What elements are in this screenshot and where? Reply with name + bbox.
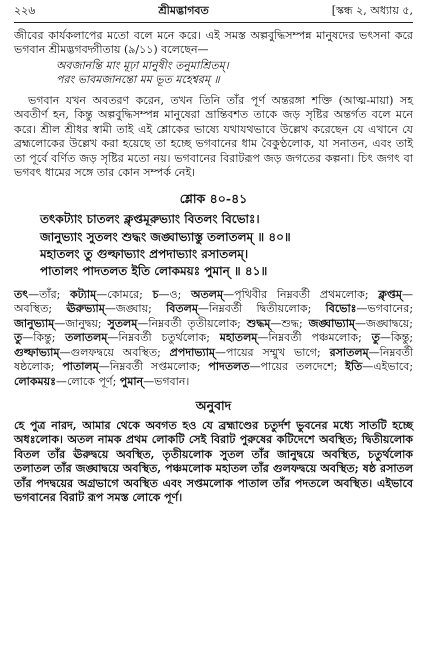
- synonym-item: পাদতলত—পায়ের তলদেশে: [208, 360, 334, 374]
- synonym-item: তৎ—তাঁর: [14, 287, 57, 301]
- synonym-item: কট্যাম্—কোমরে: [70, 287, 140, 301]
- synonym-meaning: জঙ্ঘাদ্বয়ে: [366, 316, 410, 330]
- synonym-word: জানুভ্যাম্: [14, 316, 55, 330]
- synonym-word: পুমান্: [119, 374, 144, 388]
- synonym-word: তু: [371, 331, 380, 345]
- translation-text: হে পুত্র নারদ, আমার থেকে অবগত হও যে ব্রহ্মাণ্ডের চতুর্দশ ভুবনের মধ্যে সাতটি হচ্ছে অধঃলোক। অতল নামক প্রথম লোকটি সেই বিরাট পুরুষের কটিদেশে অবস্থিত; দ্বিতীয়লোক বিতল তাঁর ঊরুদ্বয়ে অবস্থিত, তৃতীয়লোক সুতল তাঁর জানুদ্বয়ে অবস্থিত, চতুর্থলোক তলাতল তাঁর জঙ্ঘাদ্বয়ে অবস্থিত, পঞ্চমলোক মহাতল তাঁর গুলফদ্বয়ে অবস্থিত; ষষ্ঠ রসাতল তাঁর পদদ্বয়ের অগ্রভাগে অবস্থিত এবং সপ্তমলোক পাতাল তাঁর পদতলে অবস্থিত। এইভাবে ভগবানের বিরাট রূপ সমস্ত লোকে পূর্ণ।: [14, 418, 413, 505]
- synonym-meaning: এইভাবে: [373, 360, 410, 374]
- verse-line-2: জানুভ্যাং সুতলং শুদ্ধং জঙ্ঘাভ্যাস্তু তলাতলম্ ॥ ৪০॥: [40, 229, 291, 244]
- synonyms-block: তৎ—তাঁর; কট্যাম্—কোমরে; চ—ও; অতলম্—পৃথিবীর নিম্নবর্তী প্রথমলোক; ক্লৃপ্তম্—অবস্থিত; ঊরুভ্যাম্—জঙ্ঘায়; বিতলম্—নিম্নবর্তী দ্বিতীয়লোক; বিভোঃ—ভগবানের; জানুভ্যাম্—জানুদ্বয়; সুতলম্—নিম্নবর্তী তৃতীয়লোক; শুদ্ধম্—শুদ্ধ; জঙ্ঘাভ্যাম্—জঙ্ঘাদ্বয়ে; তু—কিন্তু; তলাতলম্—নিম্নবর্তী চতুর্থলোক; মহাতলম্—নিম্নবর্তী পঞ্চমলোক; তু—কিন্তু; গুল্ফাভ্যাম্—গুলফদ্বয়ে অবস্থিত; প্রপদাভ্যাম্—পায়ের সম্মুখ ভাগে; রসাতলম্—নিম্নবর্তী ষষ্ঠলোক; পাতালম্—নিম্নবর্তী সপ্তমলোক; পাদতলত—পায়ের তলদেশে; ইতি—এইভাবে; লোকময়ঃ—লোকে পূর্ণ; পুমান্—ভগবান।: [14, 287, 414, 388]
- synonym-item: গুল্ফাভ্যাম্—গুলফদ্বয়ে অবস্থিত: [14, 345, 158, 359]
- synonym-item: শুদ্ধম্—শুদ্ধ: [246, 316, 299, 330]
- verse-heading: শ্লোক ৪০-৪১: [179, 190, 248, 206]
- synonym-meaning: নিম্নবর্তী তৃতীয়লোক: [148, 316, 238, 330]
- synonym-meaning: কিন্তু: [33, 331, 52, 345]
- synonym-word: লোকময়ঃ: [14, 374, 56, 388]
- synonym-item: চ—ও: [152, 287, 178, 301]
- synonym-word: পাতালম্: [62, 360, 99, 374]
- synonym-meaning: জঙ্ঘায়: [115, 302, 149, 316]
- synonym-item: জঙ্ঘাভ্যাম্—জঙ্ঘাদ্বয়ে: [308, 316, 410, 330]
- synonym-item: প্রপদাভ্যাম্—পায়ের সম্মুখ ভাগে: [169, 345, 318, 359]
- synonym-meaning: শুদ্ধ: [281, 316, 299, 330]
- synonym-word: তলাতলম্: [65, 331, 108, 345]
- synonym-item: তু—কিন্তু: [14, 331, 52, 345]
- purport-paragraph-2: ভগবান যখন অবতরণ করেন, তখন তিনি তাঁর পূর্ণ অন্তরঙ্গা শক্তি (আত্ম-মায়া) সহ অবতীর্ণ হন, কিন্তু অল্পবুদ্ধিসম্পন্ন মানুষেরা ভ্রান্তিবশত তাকে জড় সৃষ্টির অন্তর্গত বলে মনে করে। শ্রীল শ্রীধর স্বামী তাই এই শ্লোকের ভাষ্যে যথাযথভাবে উল্লেখ করেছেন যে এখানে যে ব্রহ্মলোকের উল্লেখ করা হয়েছে তা হচ্ছে ভগবানের ধাম বৈকুণ্ঠলোক, যা সনাতন, এবং তাই তা পূর্বে বর্ণিত জড় সৃষ্টির মতো নয়। ভগবানের বিরাটরূপ জড় জগতের কল্পনা। চিৎ জগৎ বা ভগবৎ ধামের সঙ্গে তার কোন সম্পর্ক নেই।: [14, 93, 413, 180]
- synonym-word: প্রপদাভ্যাম্: [169, 345, 215, 359]
- synonym-meaning: ভগবান।: [154, 374, 190, 388]
- synonym-word: ঊরুভ্যাম্: [66, 302, 105, 316]
- synonym-item: রসাতলম্—নিম্নবর্তী ষষ্ঠলোক: [14, 345, 413, 374]
- quote-line-2: পরং ভাবমজানন্তো মম ভূত মহেশ্বরম্ ॥: [56, 73, 220, 87]
- synonym-meaning: কোমরে: [107, 287, 140, 301]
- synonym-word: গুল্ফাভ্যাম্: [14, 345, 60, 359]
- synonym-item: জানুভ্যাম্—জানুদ্বয়: [14, 316, 98, 330]
- page-number: ২২৬: [14, 4, 36, 17]
- synonym-meaning: পৃথিবীর নিম্নবর্তী প্রথমলোক: [234, 287, 365, 301]
- synonym-item: মহাতলম্—নিম্নবর্তী পঞ্চমলোক: [219, 331, 359, 345]
- synonym-meaning: পায়ের তলদেশে: [260, 360, 334, 374]
- synonym-item: ঊরুভ্যাম্—জঙ্ঘায়: [66, 302, 149, 316]
- synonym-item: তলাতলম্—নিম্নবর্তী চতুর্থলোক: [65, 331, 207, 345]
- page-header: [14, 4, 413, 23]
- canto-chapter: [স্কন্ধ ২, অধ্যায় ৫,: [331, 4, 413, 17]
- synonym-word: তু: [14, 331, 23, 345]
- synonym-word: রসাতলম্: [329, 345, 369, 359]
- book-title: শ্রীমদ্ভাগবত: [158, 4, 209, 17]
- synonym-word: অতলম্: [191, 287, 224, 301]
- synonym-meaning: নিম্নবর্তী চতুর্থলোক: [118, 331, 207, 345]
- verse-line-1: তৎকট্যাং চাতলং ক্লৃপ্তমূরুভ্যাং বিতলং বিভোঃ।: [40, 212, 260, 227]
- synonym-item: অতলম্—পৃথিবীর নিম্নবর্তী প্রথমলোক: [191, 287, 365, 301]
- synonym-item: বিভোঃ—ভগবানের: [325, 302, 410, 316]
- synonym-item: পাতালম্—নিম্নবর্তী সপ্তমলোক: [62, 360, 197, 374]
- synonym-word: বিতলম্: [166, 302, 198, 316]
- synonym-meaning: জানুদ্বয়: [65, 316, 98, 330]
- synonym-meaning: তাঁর: [39, 287, 57, 301]
- synonym-word: চ: [152, 287, 159, 301]
- synonym-item: সুতলম্—নিম্নবর্তী তৃতীয়লোক: [107, 316, 238, 330]
- synonym-word: তৎ: [14, 287, 29, 301]
- synonym-meaning: নিম্নবর্তী দ্বিতীয়লোক: [208, 302, 308, 316]
- synonym-meaning: লোকে পূর্ণ: [67, 374, 113, 388]
- synonym-meaning: কিন্তু: [390, 331, 410, 345]
- synonym-meaning: ও: [169, 287, 178, 301]
- synonym-meaning: নিম্নবর্তী সপ্তমলোক: [109, 360, 197, 374]
- synonym-word: ইতি: [345, 360, 363, 374]
- synonym-meaning: নিম্নবর্তী পঞ্চমলোক: [268, 331, 359, 345]
- verse-line-4: পাতালং পাদতলত ইতি লোকময়ঃ পুমান্ ॥ ৪১॥: [40, 264, 268, 279]
- synonym-word: বিভোঃ: [325, 302, 357, 316]
- synonym-item: তু—কিন্তু: [371, 331, 410, 345]
- synonym-meaning: পায়ের সম্মুখ ভাগে: [226, 345, 318, 359]
- synonym-item: ক্লৃপ্তম্—অবস্থিত: [14, 287, 414, 316]
- synonym-word: শুদ্ধম্: [246, 316, 271, 330]
- synonym-meaning: অবস্থিত: [14, 302, 49, 316]
- synonym-item: বিতলম্—নিম্নবর্তী দ্বিতীয়লোক: [166, 302, 308, 316]
- synonym-item: পুমান্—ভগবান।: [119, 374, 190, 388]
- synonym-meaning: ভগবানের: [367, 302, 410, 316]
- verse-line-3: মহাতলং তু গুল্ফাভ্যাং প্রপদাভ্যাং রসাতলম্।: [40, 246, 249, 261]
- synonym-word: পাদতলত: [208, 360, 250, 374]
- synonym-word: কট্যাম্: [70, 287, 97, 301]
- synonym-word: সুতলম্: [107, 316, 138, 330]
- synonym-word: ক্লৃপ্তম্: [378, 287, 403, 301]
- gita-quote: [56, 59, 413, 88]
- synonym-item: লোকময়ঃ—লোকে পূর্ণ: [14, 374, 113, 388]
- synonym-meaning: নিম্নবর্তী ষষ্ঠলোক: [14, 345, 413, 374]
- synonym-word: জঙ্ঘাভ্যাম্: [308, 316, 356, 330]
- quote-line-1: অবজানন্তি মাং মূঢ়া মানুষীং তনুমাশ্রিতম্।: [56, 58, 229, 72]
- purport-paragraph-1: জীবের কার্যকলাপের মতো বলে মনে করে। এই সমস্ত অল্পবুদ্ধিসম্পন্ন মানুষদের ভৎসনা করে ভগবান শ্রীমদ্ভগবদ্গীতায় (৯/১১) বলেছেন—: [14, 28, 413, 57]
- synonym-item: ইতি—এইভাবে: [345, 360, 410, 374]
- synonym-meaning: গুলফদ্বয়ে অবস্থিত: [70, 345, 158, 359]
- verse-text: [40, 211, 413, 281]
- translation-heading: অনুবাদ: [195, 398, 232, 414]
- synonym-word: মহাতলম্: [219, 331, 258, 345]
